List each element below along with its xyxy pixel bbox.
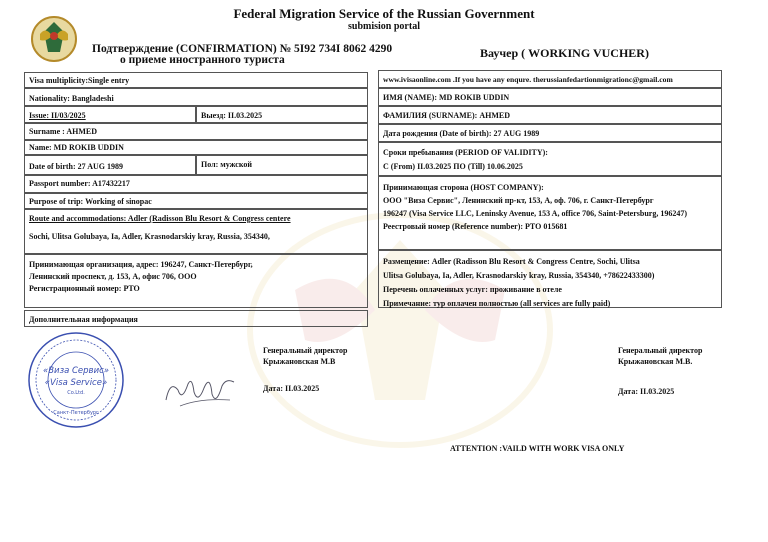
director2-name: Крыжановская М.В. — [618, 357, 693, 366]
payment-note: Примечание: тур оплачен полностью (all services are fully paid) — [383, 299, 611, 308]
accommodation-line2: Ulitsa Golubaya, Ia, Adler, Krasnodarskiy kray, Russia, 354340, +78622433300) — [383, 271, 655, 280]
validity-label: Сроки пребывания (PERIOD OF VALIDITY): — [383, 148, 548, 157]
accommodation — [378, 250, 722, 308]
passport-number: Passport number: A17432217 — [24, 175, 368, 193]
stamp-text-ru: «Виза Сервис» — [42, 366, 110, 376]
stamp-text-ltd: Co.Ltd. — [67, 390, 85, 396]
exit-date: Выезд: II.03.2025 — [196, 106, 368, 123]
attention-notice: ATTENTION :VAILD WITH WORK VISA ONLY — [450, 444, 625, 453]
host-organization — [24, 254, 368, 308]
name: Name: MD ROKIB UDDIN — [24, 140, 368, 155]
issue-date: Issue: II/03/2025 — [24, 106, 196, 123]
host-company — [378, 176, 722, 250]
stamp-text-en: «Visa Service» — [44, 378, 108, 388]
additional-info: Дополнительная информация — [24, 310, 368, 327]
purpose-of-trip: Purpose of trip: Working of sinopac — [24, 193, 368, 209]
page-subtitle: submision portal — [348, 21, 420, 32]
route-label: Route and accommodations: Adler (Radisson Blu Resort & Congress centere — [29, 214, 291, 223]
voucher-name: ИМЯ (NAME): MD ROKIB UDDIN — [378, 88, 722, 106]
route-accommodations — [24, 209, 368, 254]
paid-services: Перечень оплаченных услуг: проживание в отеле — [383, 285, 562, 294]
voucher-heading: Ваучер ( WORKING VUCHER) — [480, 46, 649, 60]
director1-block — [263, 345, 347, 367]
sex: Пол: мужской — [196, 155, 368, 175]
director1-name: Крыжановская М.В — [263, 357, 336, 366]
host-company-line2: 196247 (Visa Service LLC, Leninsky Avenue, 153 A, office 706, Saint-Petersburg, 196247) — [383, 209, 687, 218]
nationality: Nationality: Bangladeshi — [24, 88, 368, 106]
confirmation-number: Подтверждение (CONFIRMATION) № 5I92 734I 8062 4290 — [92, 43, 393, 55]
website-contact: www.ivisaonline.com .If you have any enqure. therussianfedartionmigrationc@gmail.com — [378, 70, 722, 88]
voucher-surname: ФАМИЛИЯ (SURNAME): AHMED — [378, 106, 722, 124]
validity-value: С (From) II.03.2025 ПО (Till) 10.06.2025 — [383, 162, 523, 171]
host-org-line3: Регистрационный номер: PTO — [29, 284, 140, 293]
host-company-label: Принимающая сторона (HOST COMPANY): — [383, 183, 544, 192]
surname: Surname : AHMED — [24, 123, 368, 140]
route-address: Sochi, Ulitsa Golubaya, Ia, Adler, Krasnodarskiy kray, Russia, 354340, — [29, 232, 270, 241]
voucher-dob: Дата рождения (Date of birth): 27 AUG 1989 — [378, 124, 722, 142]
signature-date-1: Дата: II.03.2025 — [263, 384, 320, 393]
signature — [160, 370, 240, 410]
page-title: Federal Migration Service of the Russian Government — [233, 6, 535, 21]
accommodation-line1: Размещение: Adler (Radisson Blu Resort & Congress Centre, Sochi, Ulitsa — [383, 257, 640, 266]
confirmation-subtitle: о приеме иностранного туриста — [120, 54, 285, 66]
director2-title: Генеральный директор — [618, 346, 703, 355]
period-of-validity — [378, 142, 722, 176]
date-of-birth: Date of birth: 27 AUG 1989 — [24, 155, 196, 175]
company-stamp — [26, 330, 126, 430]
stamp-text-city: Санкт-Петербург — [53, 410, 99, 416]
signature-date-2: Дата: II.03.2025 — [618, 387, 675, 396]
host-org-line2: Ленинский проспект, д. 153, А, офис 706, ООО — [29, 272, 197, 281]
director2-block — [618, 345, 702, 367]
host-company-line1: ООО "Виза Сервис", Ленинский пр-кт, 153, А, оф. 706, г. Санкт-Петербург — [383, 196, 654, 205]
confirmation-heading — [92, 44, 392, 66]
host-org-line1: Принимающая организация, адрес: 196247, Санкт-Петербург, — [29, 260, 253, 269]
reference-number: Реестровый номер (Reference number): PTO 015681 — [383, 222, 568, 231]
visa-multiplicity: Visa multiplicity:Single entry — [24, 72, 368, 88]
director1-title: Генеральный директор — [263, 346, 348, 355]
